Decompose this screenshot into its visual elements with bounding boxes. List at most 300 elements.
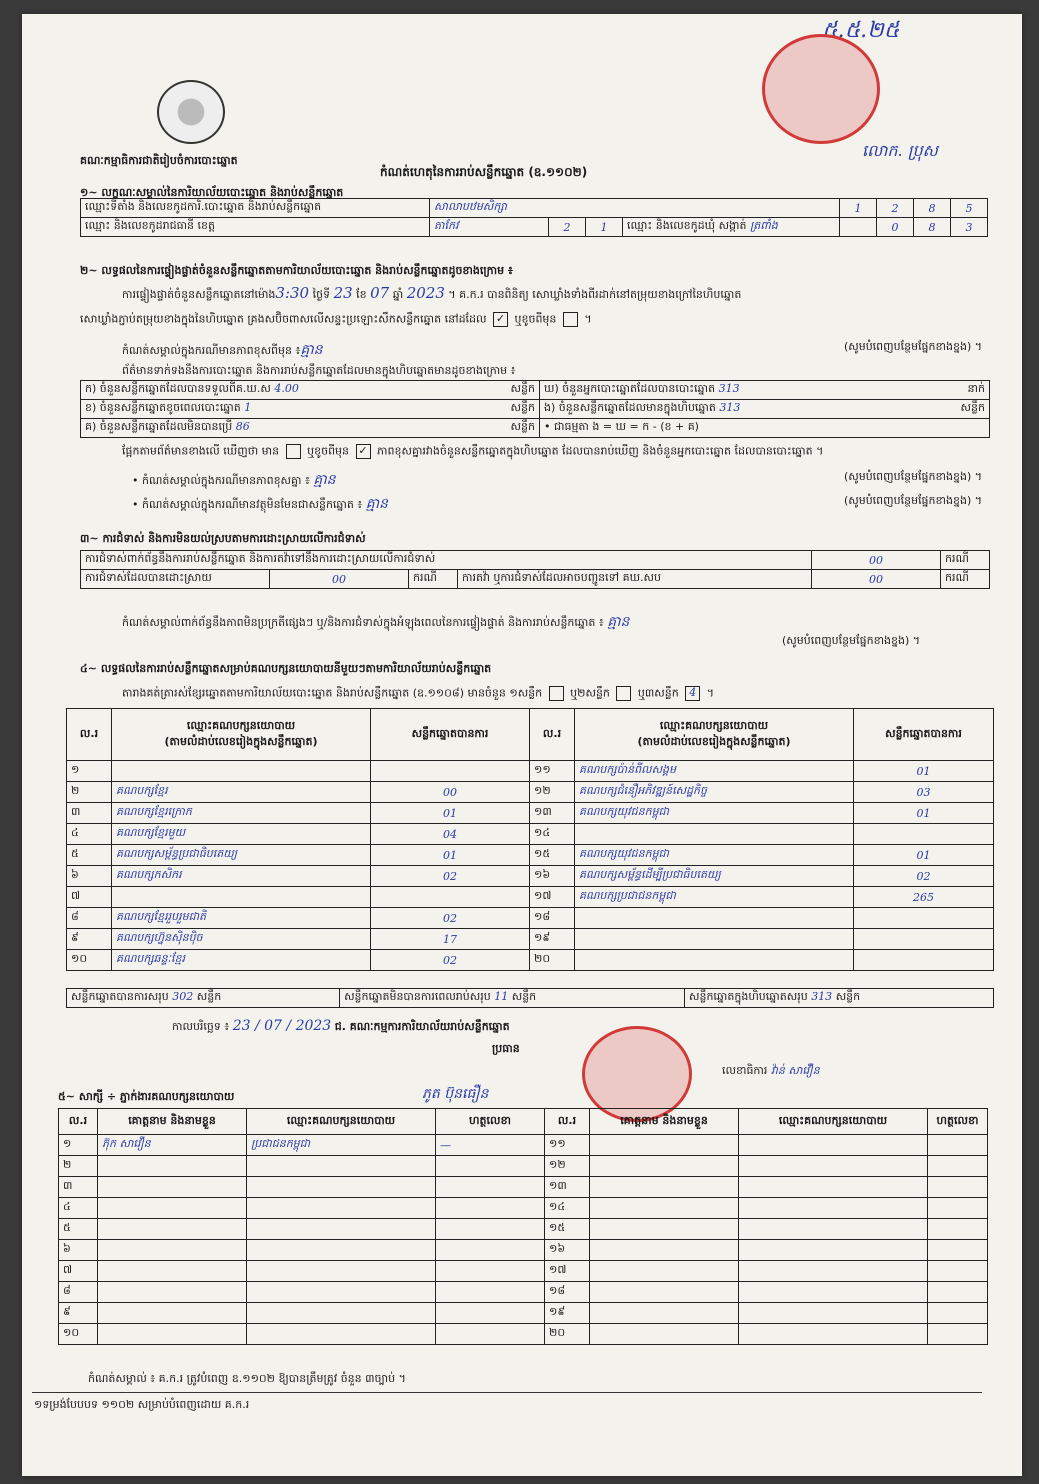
- discrepancy-text-2: ភាពខុសគ្នារវាងចំនួនសន្លឹកឆ្នោតក្នុងហិបឆ្នោត ដែលបានរាប់ឃើញ និងចំនួនអ្នកបោះឆ្នោត ដែលបានបោះឆ្នោត ។: [377, 444, 824, 458]
- witness-party: [247, 1219, 436, 1240]
- section-4-title: ៤~ លទ្ធផលនៃការរាប់សន្លឹកឆ្នោតសម្រាប់គណបក្សនយោបាយនីមួយៗតាមការិយាល័យរាប់សន្លឹកឆ្នោត: [80, 662, 492, 675]
- row-number: ១៥: [545, 1219, 590, 1240]
- note-value-4: គ្មាន: [607, 614, 630, 630]
- voters-voted: [540, 381, 990, 400]
- row-number: ៣: [59, 1177, 98, 1198]
- unit: សន្លឹក: [510, 420, 535, 433]
- witness-party: [739, 1240, 928, 1261]
- row-number: ៥: [59, 1219, 98, 1240]
- voters-voted-value: 313: [718, 382, 740, 395]
- unit: សន្លឹក: [960, 401, 985, 414]
- party-votes: 01: [371, 803, 530, 824]
- commune-digit: 0: [877, 218, 914, 237]
- row-number: ៨: [59, 1282, 98, 1303]
- discrepancy-or-not: ឬខូចពីមុន: [307, 444, 350, 458]
- tally-2-sheets: ឬ២សន្លឹក: [570, 686, 610, 700]
- unit: សន្លឹក: [510, 401, 535, 414]
- witness-name: [590, 1198, 739, 1219]
- province-digit: 1: [586, 218, 623, 237]
- row-number: ៦: [59, 1240, 98, 1261]
- col-no: ល.រ: [530, 709, 575, 761]
- station-digit: 5: [951, 199, 988, 218]
- ballots-received: [81, 381, 540, 400]
- witness-name: [98, 1303, 247, 1324]
- note-value-3: គ្មាន: [365, 496, 388, 512]
- ballots-spoiled-label: ខ) ចំនួនសន្លឹកឆ្នោតខូចពេលបោះឆ្នោត: [85, 401, 241, 414]
- row-number: ១៦: [545, 1240, 590, 1261]
- seal-check-line: សោឃ្លាំងភ្ជាប់តម្រុយខាងក្នុងនៃហិបឆ្នោត គ្រងសប៊ិចពាសលើសន្ទះប្រឡោះសឹកសន្លឹកឆ្នោត នៅដដែល ✓ ឬខូចពីមុន ។: [80, 312, 592, 326]
- col-party-sub: (តាមលំដាប់លេខរៀងក្នុងសន្លឹកឆ្នោត): [164, 734, 318, 748]
- party-votes: 02: [371, 908, 530, 929]
- province-digit: 2: [549, 218, 586, 237]
- party-name: គណបក្សខ្មែរក្រោក: [112, 803, 371, 824]
- col-name: គោត្តនាម និងនាមខ្លួន: [590, 1109, 739, 1135]
- witness-signature: [928, 1219, 988, 1240]
- table-row: [67, 950, 994, 971]
- complaints-resolved-value: 00: [270, 570, 409, 589]
- row-number: ១: [67, 761, 112, 782]
- witness-name: [590, 1324, 739, 1345]
- verification-time-line: [122, 284, 1002, 304]
- table-row: [59, 1240, 988, 1261]
- row-number: ១: [59, 1135, 98, 1156]
- row-number: ១៩: [545, 1303, 590, 1324]
- date-line: [172, 1018, 510, 1036]
- total-invalid-value: 11: [494, 990, 509, 1003]
- row-number: ១៣: [545, 1177, 590, 1198]
- verify-month: 07: [370, 284, 390, 302]
- station-digit: 2: [877, 199, 914, 218]
- row-number: ៤: [67, 824, 112, 845]
- table-row: [67, 866, 994, 887]
- witness-signature: [928, 1135, 988, 1156]
- row-number: ៣: [67, 803, 112, 824]
- witness-signature: [436, 1177, 545, 1198]
- witness-party: [247, 1282, 436, 1303]
- party-votes: 17: [371, 929, 530, 950]
- verify-text-1: ការផ្ទៀងផ្ទាត់ចំនួនសន្លឹកឆ្នោតនៅម៉ោង: [122, 288, 276, 301]
- row-number: ២: [59, 1156, 98, 1177]
- seal-check-text: សោឃ្លាំងភ្ជាប់តម្រុយខាងក្នុងនៃហិបឆ្នោត គ្រងសប៊ិចពាសលើសន្ទះប្រឡោះសឹកសន្លឹកឆ្នោត នៅដដែល: [80, 312, 487, 326]
- party-name: គណបក្សខ្មែរ: [112, 782, 371, 803]
- ballots-unused: [81, 419, 540, 438]
- col-no: ល.រ: [67, 709, 112, 761]
- party-votes: 01: [371, 845, 530, 866]
- witness-name: [590, 1177, 739, 1198]
- col-votes: សន្លឹកឆ្នោតបានការ: [371, 709, 530, 761]
- witness-name: [590, 1282, 739, 1303]
- tally-sheet-line: តារាងគត់ត្រារស់ខ្សែរឆ្នោតតាមការិយាល័យបោះឆ្នោត និងរាប់សន្លឹកឆ្នោត (ឧ.១១០៨) មានចំនួន ១សន្លឹក ឬ២សន្លឹក ឬ៣សន្លឹក 4 ។: [122, 686, 714, 700]
- col-party: [112, 709, 371, 761]
- col-party-label: ឈ្មោះគណបក្សនយោបាយ: [186, 718, 296, 732]
- witness-name: [98, 1261, 247, 1282]
- party-name: គណបក្សឆន្ទៈខ្មែរ: [112, 950, 371, 971]
- party-votes: 04: [371, 824, 530, 845]
- totals-row: [66, 988, 994, 1008]
- voters-voted-label: ឃ) ចំនួនអ្នកបោះឆ្នោតដែលបានបោះឆ្នោត: [544, 382, 716, 395]
- unit: សន្លឹក: [511, 990, 537, 1003]
- verify-time: 3:30: [275, 284, 310, 302]
- table-row: [67, 803, 994, 824]
- note-hint-3: (សូមបំពេញបន្ថែមផ្នែកខាងខ្នង) ។: [843, 494, 982, 507]
- checkbox-has-discrepancy[interactable]: [286, 444, 301, 459]
- verify-year: 2023: [406, 284, 445, 302]
- witness-name: [590, 1156, 739, 1177]
- witness-party: [247, 1240, 436, 1261]
- top-handwritten-number: ៥.៥.២៥: [822, 18, 900, 43]
- unit: សន្លឹក: [510, 382, 535, 395]
- row-number: ៩: [67, 929, 112, 950]
- ballots-in-box-label: ង) ចំនួនសន្លឹកឆ្នោតដែលមានក្នុងហិបឆ្នោត: [544, 401, 716, 414]
- checkbox-not-intact[interactable]: [563, 312, 578, 327]
- col-name: គោត្តនាម និងនាមខ្លួន: [98, 1109, 247, 1135]
- party-name: គណបក្សយុវជនកម្ពុជា: [575, 845, 854, 866]
- note-hint-4: (សូមបំពេញបន្ថែមផ្នែកខាងខ្នង) ។: [782, 634, 921, 647]
- witness-party: [247, 1198, 436, 1219]
- section-1-table: [80, 198, 988, 237]
- checkbox-3-sheets[interactable]: 4: [685, 686, 700, 701]
- complaints-forwarded-value: 00: [812, 570, 941, 589]
- row-number: ១០: [67, 950, 112, 971]
- witness-name: [590, 1303, 739, 1324]
- secretary-signature: វ៉ាន់ សាវ៉ឿន: [770, 1064, 820, 1077]
- party-name: គណបក្សសម្ព័ន្ធដើម្បីប្រជាធិបតេយ្យ: [575, 866, 854, 887]
- party-votes: [371, 887, 530, 908]
- row-number: ២: [67, 782, 112, 803]
- party-name: គណបក្សសម្ព័ន្ធប្រជាធិបតេយ្យ: [112, 845, 371, 866]
- row-number: ១៩: [530, 929, 575, 950]
- table-row: [67, 824, 994, 845]
- table-row: [59, 1324, 988, 1345]
- note-label-3: • កំណត់សម្គាល់ក្នុងករណីមានវត្ថុមិនមែនជាសន្លឹកឆ្នោត ៖: [132, 498, 363, 511]
- total-valid-value: 302: [172, 990, 194, 1003]
- col-no: ល.រ: [59, 1109, 98, 1135]
- case-unit: ករណី: [941, 570, 990, 589]
- unit-person: នាក់: [967, 382, 985, 395]
- station-digit: 1: [840, 199, 877, 218]
- table-row: [59, 1198, 988, 1219]
- party-votes: 03: [854, 782, 994, 803]
- secretary-line: [722, 1064, 820, 1080]
- province-value: តាកែវ: [430, 218, 549, 237]
- seal-or-not-label: ឬខូចពីមុន: [514, 312, 557, 326]
- party-name: [112, 887, 371, 908]
- party-votes: [854, 908, 994, 929]
- table-row: [67, 887, 994, 908]
- witness-signature: [436, 1219, 545, 1240]
- witness-name: [98, 1198, 247, 1219]
- complaints-resolved-label: ការជំទាស់ដែលបានដោះស្រាយ: [81, 570, 270, 589]
- witness-signature: [928, 1177, 988, 1198]
- commune-value: ត្រពាំង: [750, 219, 778, 232]
- verify-day-label: ថ្ងៃទី: [312, 288, 331, 301]
- party-name: [575, 929, 854, 950]
- witness-signature: [928, 1240, 988, 1261]
- table-row: [67, 761, 994, 782]
- witness-party: [247, 1261, 436, 1282]
- row-number: ១៧: [545, 1261, 590, 1282]
- witness-name: [98, 1219, 247, 1240]
- witness-name: [98, 1324, 247, 1345]
- footer-note: កំណត់សម្គាល់ ៖ គ.ក.រ ត្រូវបំពេញ ឧ.១១០២ ឱ្យបានត្រឹមត្រូវ ចំនួន ៣ច្បាប់ ។: [88, 1372, 406, 1385]
- party-name: គណបក្សប៉ាន់ពីលសង្គម: [575, 761, 854, 782]
- note-label-1: កំណត់សម្គាល់ក្នុងករណីមានភាពខុសពីមុន ៖: [122, 344, 301, 357]
- discrepancy-text-1: ផ្អែកតាមព័ត៌មានខាងលើ ឃើញថា មាន: [122, 444, 280, 458]
- witness-party: [739, 1303, 928, 1324]
- party-votes: 02: [371, 950, 530, 971]
- section-5-title: ៥~ សាក្សី ÷ ភ្នាក់ងារគណបក្សនយោបាយ: [58, 1090, 235, 1103]
- commune-label-and-value: [623, 218, 840, 237]
- witness-table: [58, 1108, 988, 1345]
- ballot-summary-table: [80, 380, 990, 438]
- witness-party: [739, 1177, 928, 1198]
- note-label-4: កំណត់សម្គាល់ពាក់ព័ន្ធនឹងភាពមិនប្រក្រតីផ្សេងៗ ឬ/និងការជំទាស់ក្នុងអំឡុងពេលនៃការផ្ទៀងផ្ទាត់ និងការរាប់សន្លឹកឆ្នោត ៖: [122, 616, 604, 629]
- witness-party: ប្រជាជនកម្ពុជា: [247, 1135, 436, 1156]
- witness-signature: [436, 1156, 545, 1177]
- ballots-unused-label: គ) ចំនួនសន្លឹកឆ្នោតដែលមិនបានប្រើ: [85, 420, 233, 433]
- party-name: គណបក្សខ្មែរមួយ: [112, 824, 371, 845]
- complaints-row-1-label: ការជំទាស់ពាក់ព័ន្ធនឹងការរាប់សន្លឹកឆ្នោត និងការតវ៉ាទៅនឹងការដោះស្រាយលើការជំទាស់: [81, 551, 812, 570]
- witness-party: [739, 1198, 928, 1219]
- commune-label: ឈ្មោះ និងលេខកូដឃុំ សង្កាត់: [627, 219, 747, 232]
- row-number: ១២: [545, 1156, 590, 1177]
- note-line-1: [122, 340, 982, 361]
- row-number: ៨: [67, 908, 112, 929]
- unit: សន្លឹក: [835, 990, 861, 1003]
- witness-name: [590, 1261, 739, 1282]
- ballot-count-form: [22, 14, 1022, 1476]
- witness-name: [98, 1177, 247, 1198]
- witness-name: [590, 1219, 739, 1240]
- witness-party: [739, 1219, 928, 1240]
- polling-station-label: ឈ្មោះទីតាំង និងលេខកូដការិ.បោះឆ្នោត និងរាប់សន្លឹកឆ្នោត: [81, 199, 430, 218]
- checkbox-2-sheets[interactable]: [616, 686, 631, 701]
- party-votes: 01: [854, 803, 994, 824]
- party-votes: 00: [371, 782, 530, 803]
- tally-3-sheets: ឬ៣សន្លឹក: [637, 686, 679, 700]
- party-name: គណបក្សហ្វ៊ុនស៊ិនប៉ិច: [112, 929, 371, 950]
- total-in-box: [684, 989, 993, 1008]
- witness-party: [739, 1324, 928, 1345]
- party-name: [575, 950, 854, 971]
- witness-name: ភ៊ុក សាវឿន: [98, 1135, 247, 1156]
- party-name: គណបក្សយុវជនកម្ពុជា: [575, 803, 854, 824]
- col-party-sub: (តាមលំដាប់លេខរៀងក្នុងសន្លឹកឆ្នោត): [637, 734, 791, 748]
- tally-sheet-text: តារាងគត់ត្រារស់ខ្សែរឆ្នោតតាមការិយាល័យបោះឆ្នោត និងរាប់សន្លឹកឆ្នោត (ឧ.១១០៨) មានចំនួន ១សន្លឹក: [122, 686, 543, 700]
- col-no: ល.រ: [545, 1109, 590, 1135]
- form-title: កំណត់ហេតុនៃការរាប់សន្លឹកឆ្នោត (ឧ.១១០២): [380, 165, 588, 179]
- row-number: ១៧: [530, 887, 575, 908]
- witness-name: [98, 1282, 247, 1303]
- col-party: ឈ្មោះគណបក្សនយោបាយ: [739, 1109, 928, 1135]
- complaints-row-1-value: 00: [812, 551, 941, 570]
- row-number: ៦: [67, 866, 112, 887]
- row-number: ២០: [530, 950, 575, 971]
- footer-divider: [32, 1392, 982, 1393]
- polling-station-value: សាលាបឋមសិក្សា: [430, 199, 840, 218]
- table-row: [59, 1135, 988, 1156]
- table-row: [67, 782, 994, 803]
- witness-signature: [436, 1261, 545, 1282]
- committee-name: គណៈកម្មាធិការជាតិរៀបចំការបោះឆ្នោត: [80, 154, 238, 167]
- total-in-box-value: 313: [811, 990, 833, 1003]
- witness-signature: [928, 1198, 988, 1219]
- commune-digit: 8: [914, 218, 951, 237]
- section-1-title: ១~ លក្ខណៈសម្គាល់នៃការិយាល័យបោះឆ្នោត និងរាប់សន្លឹកឆ្នោត: [80, 186, 344, 199]
- table-row: [59, 1261, 988, 1282]
- note-line-2: [132, 470, 982, 491]
- witness-party: [739, 1282, 928, 1303]
- witness-party: [739, 1135, 928, 1156]
- case-unit: ករណី: [409, 570, 458, 589]
- committee-signoff: ជ. គណៈកម្មការការិយាល័យរាប់សន្លឹកឆ្នោត: [334, 1020, 510, 1033]
- total-invalid: [340, 989, 685, 1008]
- col-party: ឈ្មោះគណបក្សនយោបាយ: [247, 1109, 436, 1135]
- row-number: ៥: [67, 845, 112, 866]
- section-3-title: ៣~ ការជំទាស់ និងការមិនយល់ស្របតាមការដោះស្រាយលើការជំទាស់: [80, 532, 366, 545]
- witness-signature: [928, 1261, 988, 1282]
- discrepancy-line: [122, 444, 1002, 461]
- note-line-3: [132, 494, 982, 515]
- cambodia-emblem: [157, 80, 225, 144]
- party-votes: 265: [854, 887, 994, 908]
- verify-month-label: ខែ: [356, 288, 367, 301]
- row-number: ១៨: [545, 1282, 590, 1303]
- party-votes: [371, 761, 530, 782]
- party-name: [575, 824, 854, 845]
- ballots-received-value: 4.00: [274, 382, 299, 395]
- province-label: ឈ្មោះ និងលេខកូដរាជធានី ខេត្ត: [81, 218, 430, 237]
- witness-body: [59, 1135, 988, 1345]
- table-row: [59, 1219, 988, 1240]
- row-number: ១២: [530, 782, 575, 803]
- note-value-1: គ្មាន: [300, 342, 323, 358]
- ballots-unused-value: 86: [235, 420, 250, 433]
- ballots-in-box: [540, 400, 990, 419]
- party-name: គណបក្សជំនឿអភិវឌ្ឍន៍សេដ្ឋកិច្ច: [575, 782, 854, 803]
- col-party-label: ឈ្មោះគណបក្សនយោបាយ: [659, 718, 769, 732]
- note-line-4: [122, 612, 982, 633]
- witness-signature: [928, 1303, 988, 1324]
- witness-signature: [436, 1240, 545, 1261]
- formula: • ជាធម្មតា ង = ឃ = ក - (ខ + គ): [540, 419, 990, 438]
- row-number: ១០: [59, 1324, 98, 1345]
- party-name: [112, 761, 371, 782]
- ballots-spoiled: [81, 400, 540, 419]
- footer-form-ref: ១ទម្រង់បែបបទ ១១០២ សម្រាប់បំពេញដោយ គ.ក.រ: [34, 1398, 250, 1411]
- secretary-label: លេខាធិការ: [722, 1064, 768, 1077]
- witness-signature: [436, 1198, 545, 1219]
- section-2-title: ២~ លទ្ធផលនៃការផ្ទៀងផ្ទាត់ចំនួនសន្លឹកឆ្នោតតាមការិយាល័យបោះឆ្នោត និងរាប់សន្លឹកឆ្នោតដូចខាងក្រោម ៖: [80, 264, 513, 277]
- row-number: ១៤: [530, 824, 575, 845]
- ballot-info-intro: ព័ត៌មានទាក់ទងនឹងការបោះឆ្នោត និងការរាប់សន្លឹកឆ្នោតដែលមានក្នុងហិបឆ្នោតមានដូចខាងក្រោម ៖: [122, 364, 516, 377]
- verify-text-2: ។ គ.ក.រ បានពិនិត្យ សោឃ្លាំងទាំងពីរដាក់នៅតម្រុយខាងក្រៅនៃហិបឆ្នោត: [448, 288, 742, 301]
- witness-name: [98, 1240, 247, 1261]
- row-number: ៤: [59, 1198, 98, 1219]
- verify-day: 23: [333, 284, 353, 302]
- witness-name: [590, 1240, 739, 1261]
- top-signature-note: លោក. ប្រុស: [862, 141, 938, 160]
- witness-party: [247, 1303, 436, 1324]
- row-number: ១៥: [530, 845, 575, 866]
- row-number: ១១: [545, 1135, 590, 1156]
- ballots-spoiled-value: 1: [244, 401, 252, 414]
- party-votes: [854, 824, 994, 845]
- col-party: [575, 709, 854, 761]
- ballots-in-box-value: 313: [719, 401, 741, 414]
- party-name: [575, 908, 854, 929]
- witness-party: [739, 1156, 928, 1177]
- chairman-signature: ភូត ប៊ុនធឿន: [422, 1086, 489, 1102]
- total-valid: [67, 989, 340, 1008]
- table-row: [59, 1303, 988, 1324]
- witness-signature: —: [436, 1135, 545, 1156]
- total-valid-label: សន្លឹកឆ្នោតបានការសរុប: [71, 990, 169, 1003]
- date-value: 23 / 07 / 2023: [232, 1018, 332, 1034]
- witness-signature: [928, 1156, 988, 1177]
- row-number: ១៤: [545, 1198, 590, 1219]
- witness-signature: [436, 1282, 545, 1303]
- table-row: [67, 908, 994, 929]
- party-name: គណបក្សកសិករ: [112, 866, 371, 887]
- col-signature: ហត្ថលេខា: [436, 1109, 545, 1135]
- row-number: ១៨: [530, 908, 575, 929]
- witness-party: [739, 1261, 928, 1282]
- checkbox-1-sheet[interactable]: [549, 686, 564, 701]
- checkbox-intact[interactable]: ✓: [493, 312, 508, 327]
- row-number: ១១: [530, 761, 575, 782]
- witness-party: [247, 1156, 436, 1177]
- row-number: ១៦: [530, 866, 575, 887]
- witness-name: [590, 1135, 739, 1156]
- table-row: [59, 1177, 988, 1198]
- row-number: ៩: [59, 1303, 98, 1324]
- note-value-2: គ្មាន: [313, 472, 336, 488]
- date-label: កាលបរិច្ឆេទ ៖: [172, 1020, 230, 1033]
- party-name: គណបក្សប្រជាជនកម្ពុជា: [575, 887, 854, 908]
- table-row: [67, 845, 994, 866]
- party-votes: 02: [371, 866, 530, 887]
- witness-signature: [928, 1282, 988, 1303]
- checkbox-no-discrepancy[interactable]: ✓: [356, 444, 371, 459]
- table-row: [59, 1282, 988, 1303]
- witness-signature: [436, 1303, 545, 1324]
- party-votes: 01: [854, 845, 994, 866]
- col-votes: សន្លឹកឆ្នោតបានការ: [854, 709, 994, 761]
- ballots-received-label: ក) ចំនួនសន្លឹកឆ្នោតដែលបានទទួលពីគ.ឃ.ស: [85, 382, 271, 395]
- table-row: [67, 929, 994, 950]
- witness-name: [98, 1156, 247, 1177]
- row-number: ៧: [67, 887, 112, 908]
- row-number: ១៣: [530, 803, 575, 824]
- complaints-table: [80, 550, 990, 589]
- commune-digit: 3: [951, 218, 988, 237]
- witness-party: [247, 1324, 436, 1345]
- witness-signature: [928, 1324, 988, 1345]
- note-hint-2: (សូមបំពេញបន្ថែមផ្នែកខាងខ្នង) ។: [843, 470, 982, 483]
- official-stamp-top: [762, 34, 880, 144]
- party-votes: [854, 950, 994, 971]
- note-label-2: • កំណត់សម្គាល់ក្នុងករណីមានភាពខុសគ្នា ៖: [132, 474, 310, 487]
- complaints-forwarded-label: ការតវ៉ា ឬការជំទាស់ដែលអាចបញ្ជូនទៅ គឃ.សប: [458, 570, 812, 589]
- total-in-box-label: សន្លឹកឆ្នោតក្នុងហិបឆ្នោតសរុប: [688, 990, 808, 1003]
- party-votes: 01: [854, 761, 994, 782]
- total-invalid-label: សន្លឹកឆ្នោតមិនបានការពេលរាប់សរុប: [344, 990, 491, 1003]
- verify-year-label: ឆ្នាំ: [392, 288, 404, 301]
- station-digit: 8: [914, 199, 951, 218]
- party-votes: 02: [854, 866, 994, 887]
- party-results-body: [67, 761, 994, 971]
